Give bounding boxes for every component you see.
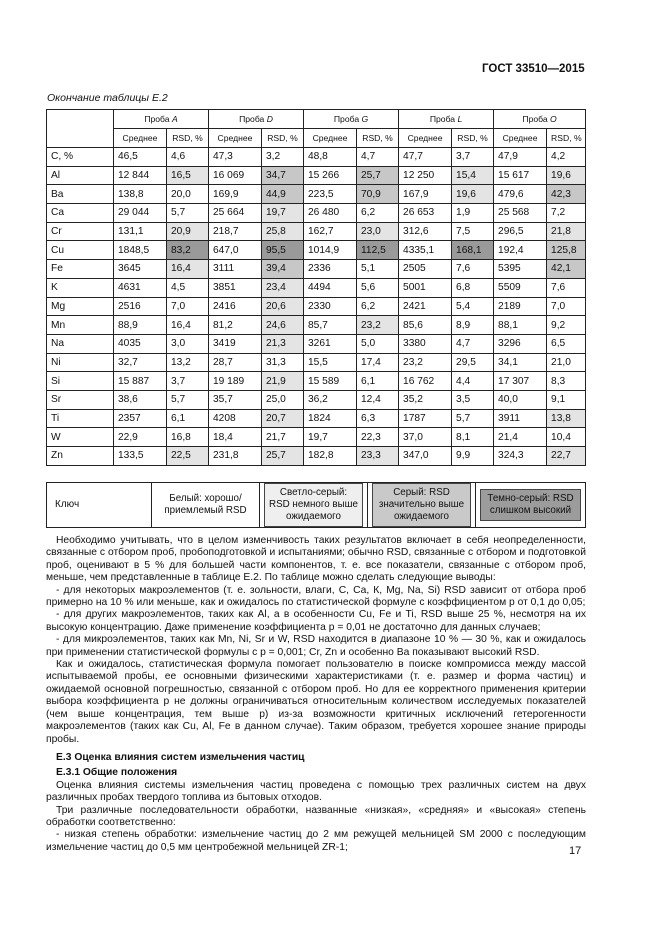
rsd-cell: 6,2 [357, 297, 399, 316]
rsd-cell: 17,4 [357, 353, 399, 372]
rsd-cell: 6,1 [357, 372, 399, 391]
mean-cell: 15 617 [494, 166, 547, 185]
mean-cell: 12 250 [399, 166, 452, 185]
mean-cell: 2189 [494, 297, 547, 316]
table-row [47, 185, 586, 204]
mean-cell: 182,8 [304, 447, 357, 466]
mean-cell: 2330 [304, 297, 357, 316]
rsd-cell: 16,4 [167, 260, 209, 279]
mean-cell: 2421 [399, 297, 452, 316]
mean-cell: 46,5 [114, 148, 167, 167]
element-cell: Ti [47, 409, 114, 428]
mean-cell: 4631 [114, 278, 167, 297]
mean-cell: 2357 [114, 409, 167, 428]
mean-header: Среднее [494, 129, 547, 148]
table-row [47, 166, 586, 185]
mean-cell: 21,4 [494, 428, 547, 447]
element-cell: Mg [47, 297, 114, 316]
rsd-cell: 6,3 [357, 409, 399, 428]
mean-cell: 28,7 [209, 353, 262, 372]
paragraph: Как и ожидалось, статистическая формула помогает пользователю в поиске компромисса между массой испытываемой пробы, ее основными физическими характеристиками (т. е. размер и форма частиц) и ожидаемой основной погрешностью, связанной с отбором проб. Но для ее корректного применения критерии выбора коэффициента р не должны ограничиваться относительным количеством исследуемых показателей (чем выше концентрация, тем выше р) из-за возможности критичных исключений гетерогенности макроэлементов (таких как Cu, Al, Fe в данном случае). Таким образом, требуется хорошее знание природы пробы. [46, 659, 586, 745]
mean-cell: 47,7 [399, 148, 452, 167]
mean-cell: 479,6 [494, 185, 547, 204]
paragraph: Три различные последовательности обработки, названные «низкая», «средняя» и «высокая» степень обработки соответственно: [46, 804, 586, 828]
rsd-cell: 25,8 [262, 222, 304, 241]
rsd-cell: 6,2 [357, 204, 399, 223]
table-row [47, 148, 586, 167]
table-row [47, 316, 586, 335]
mean-cell: 85,6 [399, 316, 452, 335]
legend-light-label: Светло-серый: RSD немного выше ожидаемого [264, 483, 363, 527]
rsd-cell: 7,6 [547, 278, 586, 297]
table-row [47, 297, 586, 316]
element-cell: Ca [47, 204, 114, 223]
mean-cell: 37,0 [399, 428, 452, 447]
element-cell: W [47, 428, 114, 447]
mean-cell: 15 887 [114, 372, 167, 391]
rsd-cell: 20,7 [262, 409, 304, 428]
rsd-cell: 25,7 [262, 447, 304, 466]
sample-header: Проба L [399, 110, 494, 129]
rsd-cell: 22,3 [357, 428, 399, 447]
rsd-cell: 42,3 [547, 185, 586, 204]
mean-cell: 218,7 [209, 222, 262, 241]
legend-dark-label: Темно-серый: RSD слишком высокий [480, 489, 581, 521]
rsd-cell: 23,0 [357, 222, 399, 241]
mean-cell: 32,7 [114, 353, 167, 372]
mean-cell: 85,7 [304, 316, 357, 335]
mean-cell: 347,0 [399, 447, 452, 466]
rsd-cell: 24,6 [262, 316, 304, 335]
rsd-cell: 6,8 [452, 278, 494, 297]
mean-cell: 3851 [209, 278, 262, 297]
element-cell: C, % [47, 148, 114, 167]
element-cell: Cr [47, 222, 114, 241]
rsd-cell: 34,7 [262, 166, 304, 185]
table-row [47, 390, 586, 409]
rsd-cell: 25,0 [262, 390, 304, 409]
mean-cell: 29 044 [114, 204, 167, 223]
mean-cell: 3380 [399, 334, 452, 353]
mean-cell: 26 480 [304, 204, 357, 223]
table-row [47, 409, 586, 428]
rsd-cell: 15,4 [452, 166, 494, 185]
mean-cell: 4208 [209, 409, 262, 428]
mean-cell: 647,0 [209, 241, 262, 260]
element-cell: K [47, 278, 114, 297]
rsd-cell: 3,7 [167, 372, 209, 391]
mean-cell: 48,8 [304, 148, 357, 167]
table-row [47, 278, 586, 297]
rsd-cell: 7,0 [547, 297, 586, 316]
rsd-cell: 70,9 [357, 185, 399, 204]
rsd-header: RSD, % [452, 129, 494, 148]
table-row [47, 204, 586, 223]
rsd-cell: 5,7 [452, 409, 494, 428]
element-cell: Fe [47, 260, 114, 279]
mean-cell: 15 589 [304, 372, 357, 391]
rsd-cell: 83,2 [167, 241, 209, 260]
mean-cell: 2336 [304, 260, 357, 279]
rsd-cell: 16,8 [167, 428, 209, 447]
rsd-header: RSD, % [357, 129, 399, 148]
mean-header: Среднее [304, 129, 357, 148]
rsd-cell: 22,7 [547, 447, 586, 466]
rsd-cell: 7,6 [452, 260, 494, 279]
mean-cell: 3111 [209, 260, 262, 279]
rsd-cell: 4,7 [452, 334, 494, 353]
mean-header: Среднее [399, 129, 452, 148]
body-text [46, 535, 586, 854]
page-number: 17 [569, 845, 582, 857]
section-heading: Е.3 Оценка влияния систем измельчения частиц [56, 751, 305, 763]
mean-cell: 312,6 [399, 222, 452, 241]
mean-cell: 12 844 [114, 166, 167, 185]
element-cell: Al [47, 166, 114, 185]
rsd-cell: 9,1 [547, 390, 586, 409]
legend-table [46, 482, 586, 528]
subsection-heading: Е.3.1 Общие положения [56, 767, 178, 779]
rsd-cell: 42,1 [547, 260, 586, 279]
mean-cell: 23,2 [399, 353, 452, 372]
sample-header: Проба O [494, 110, 586, 129]
standard-number: ГОСТ 33510—2015 [482, 63, 585, 75]
table-row [47, 353, 586, 372]
rsd-cell: 6,1 [167, 409, 209, 428]
mean-cell: 2505 [399, 260, 452, 279]
rsd-cell: 7,0 [167, 297, 209, 316]
table-caption: Окончание таблицы Е.2 [47, 92, 168, 104]
rsd-cell: 5,1 [357, 260, 399, 279]
mean-cell: 15,5 [304, 353, 357, 372]
mean-cell: 3419 [209, 334, 262, 353]
legend-white-label: Белый: хорошо/ приемлемый RSD [164, 493, 247, 516]
legend-gray-label: Серый: RSD значительно выше ожидаемого [372, 483, 471, 527]
rsd-cell: 31,3 [262, 353, 304, 372]
element-cell: Mn [47, 316, 114, 335]
rsd-cell: 12,4 [357, 390, 399, 409]
header-corner [47, 110, 114, 148]
rsd-cell: 44,9 [262, 185, 304, 204]
element-cell: Zn [47, 447, 114, 466]
mean-cell: 88,1 [494, 316, 547, 335]
rsd-header: RSD, % [262, 129, 304, 148]
mean-cell: 133,5 [114, 447, 167, 466]
rsd-cell: 95,5 [262, 241, 304, 260]
rsd-cell: 29,5 [452, 353, 494, 372]
rsd-cell: 6,5 [547, 334, 586, 353]
subheader-row [47, 129, 586, 148]
rsd-cell: 20,6 [262, 297, 304, 316]
mean-cell: 162,7 [304, 222, 357, 241]
element-cell: Sr [47, 390, 114, 409]
rsd-cell: 4,2 [547, 148, 586, 167]
mean-cell: 169,9 [209, 185, 262, 204]
mean-cell: 38,6 [114, 390, 167, 409]
rsd-cell: 10,4 [547, 428, 586, 447]
paragraph: - для микроэлементов, таких как Mn, Ni, Sr и W, RSD находится в диапазоне 10 % — 30 %, как и ожидалось при применении статистической формулы с р = 0,001; Cr, Zn и особенно Ва показывают высокий RSD. [46, 634, 586, 658]
table-body [47, 110, 586, 466]
paragraph: - низкая степень обработки: измельчение частиц до 2 мм режущей мельницей SM 2000 с последующим измельчение частиц до 0,5 мм центробежной мельницей ZR-1; [46, 829, 586, 853]
rsd-cell: 21,7 [262, 428, 304, 447]
rsd-cell: 16,4 [167, 316, 209, 335]
mean-cell: 4494 [304, 278, 357, 297]
rsd-cell: 5,4 [452, 297, 494, 316]
rsd-cell: 13,2 [167, 353, 209, 372]
rsd-cell: 23,3 [357, 447, 399, 466]
table-row [47, 372, 586, 391]
sample-header: Проба A [114, 110, 209, 129]
mean-cell: 131,1 [114, 222, 167, 241]
rsd-cell: 8,9 [452, 316, 494, 335]
legend-title: Ключ [47, 483, 152, 528]
rsd-cell: 3,7 [452, 148, 494, 167]
header-row [47, 110, 586, 129]
rsd-cell: 112,5 [357, 241, 399, 260]
mean-cell: 223,5 [304, 185, 357, 204]
element-cell: Ni [47, 353, 114, 372]
mean-cell: 2416 [209, 297, 262, 316]
mean-cell: 36,2 [304, 390, 357, 409]
mean-cell: 19 189 [209, 372, 262, 391]
table-row [47, 334, 586, 353]
legend-dark [476, 483, 586, 528]
rsd-cell: 3,5 [452, 390, 494, 409]
rsd-cell: 39,4 [262, 260, 304, 279]
table-row [47, 241, 586, 260]
mean-cell: 34,1 [494, 353, 547, 372]
element-cell: Na [47, 334, 114, 353]
mean-cell: 19,7 [304, 428, 357, 447]
rsd-cell: 5,0 [357, 334, 399, 353]
rsd-header: RSD, % [167, 129, 209, 148]
mean-header: Среднее [114, 129, 167, 148]
mean-cell: 25 568 [494, 204, 547, 223]
rsd-cell: 23,2 [357, 316, 399, 335]
mean-cell: 231,8 [209, 447, 262, 466]
rsd-cell: 7,5 [452, 222, 494, 241]
rsd-cell: 8,3 [547, 372, 586, 391]
mean-cell: 3645 [114, 260, 167, 279]
rsd-cell: 168,1 [452, 241, 494, 260]
mean-cell: 4335,1 [399, 241, 452, 260]
rsd-cell: 9,9 [452, 447, 494, 466]
mean-cell: 16 762 [399, 372, 452, 391]
mean-cell: 16 069 [209, 166, 262, 185]
table-row [47, 222, 586, 241]
rsd-cell: 20,0 [167, 185, 209, 204]
mean-cell: 40,0 [494, 390, 547, 409]
table-row [47, 447, 586, 466]
rsd-cell: 21,8 [547, 222, 586, 241]
rsd-cell: 5,7 [167, 390, 209, 409]
mean-cell: 25 664 [209, 204, 262, 223]
legend-white [152, 483, 260, 528]
rsd-cell: 5,7 [167, 204, 209, 223]
mean-cell: 192,4 [494, 241, 547, 260]
table-row [47, 260, 586, 279]
mean-cell: 296,5 [494, 222, 547, 241]
rsd-cell: 25,7 [357, 166, 399, 185]
rsd-cell: 20,9 [167, 222, 209, 241]
element-cell: Ba [47, 185, 114, 204]
rsd-cell: 4,4 [452, 372, 494, 391]
mean-cell: 22,9 [114, 428, 167, 447]
rsd-cell: 21,0 [547, 353, 586, 372]
mean-cell: 324,3 [494, 447, 547, 466]
rsd-cell: 8,1 [452, 428, 494, 447]
mean-cell: 35,2 [399, 390, 452, 409]
mean-cell: 1014,9 [304, 241, 357, 260]
mean-cell: 17 307 [494, 372, 547, 391]
rsd-cell: 4,6 [167, 148, 209, 167]
mean-cell: 18,4 [209, 428, 262, 447]
mean-cell: 47,9 [494, 148, 547, 167]
element-cell: Si [47, 372, 114, 391]
sample-header: Проба G [304, 110, 399, 129]
mean-cell: 35,7 [209, 390, 262, 409]
paragraph: Необходимо учитывать, что в целом изменчивость таких результатов включает в себя неопределенности, связанные с отбором проб, пробоподготовкой и испытаниями; обычно RSD, связанные с отбором и подготовкой проб, оценивают в 5 % для большей части компонентов, т. е. все показатели, связанные с отбором проб, меньше, чем представленные в таблице Е.2. По таблице можно сделать следующие выводы: [46, 535, 586, 584]
rsd-cell: 5,6 [357, 278, 399, 297]
rsd-header: RSD, % [547, 129, 586, 148]
rsd-cell: 3,2 [262, 148, 304, 167]
rsd-cell: 19,6 [452, 185, 494, 204]
rsd-cell: 4,5 [167, 278, 209, 297]
rsd-cell: 9,2 [547, 316, 586, 335]
mean-cell: 81,2 [209, 316, 262, 335]
mean-cell: 2516 [114, 297, 167, 316]
mean-cell: 3911 [494, 409, 547, 428]
rsd-cell: 21,9 [262, 372, 304, 391]
mean-cell: 3261 [304, 334, 357, 353]
rsd-cell: 7,2 [547, 204, 586, 223]
mean-header: Среднее [209, 129, 262, 148]
mean-cell: 47,3 [209, 148, 262, 167]
rsd-cell: 19,7 [262, 204, 304, 223]
mean-cell: 26 653 [399, 204, 452, 223]
rsd-cell: 13,8 [547, 409, 586, 428]
paragraph: - для других макроэлементов, таких как Al, а в особенности Cu, Fe и Ti, RSD выше 25 %, несмотря на их высокую концентрацию. Даже применение коэффициента р = 0,01 не достаточно для данных случаев; [46, 609, 586, 633]
mean-cell: 5509 [494, 278, 547, 297]
mean-cell: 5001 [399, 278, 452, 297]
mean-cell: 167,9 [399, 185, 452, 204]
rsd-cell: 125,8 [547, 241, 586, 260]
legend-gray [368, 483, 476, 528]
element-cell: Cu [47, 241, 114, 260]
table-row [47, 428, 586, 447]
mean-cell: 88,9 [114, 316, 167, 335]
rsd-cell: 16,5 [167, 166, 209, 185]
paragraph: - для некоторых макроэлементов (т. е. зольности, влаги, С, Са, К, Mg, Na, Si) RSD зависит от отбора проб примерно на 10 % или меньше, как и ожидалось по статистической формуле с коэффициентом р от 0,1 до 0,05; [46, 584, 586, 609]
rsd-cell: 4,7 [357, 148, 399, 167]
rsd-cell: 1,9 [452, 204, 494, 223]
sample-header: Проба D [209, 110, 304, 129]
rsd-cell: 21,3 [262, 334, 304, 353]
rsd-cell: 19,6 [547, 166, 586, 185]
mean-cell: 3296 [494, 334, 547, 353]
mean-cell: 1824 [304, 409, 357, 428]
paragraph: Оценка влияния системы измельчения частиц проведена с помощью трех различных систем на двух различных пробах твердого топлива из бытовых отходов. [46, 779, 586, 804]
mean-cell: 1848,5 [114, 241, 167, 260]
mean-cell: 15 266 [304, 166, 357, 185]
mean-cell: 1787 [399, 409, 452, 428]
rsd-cell: 22,5 [167, 447, 209, 466]
mean-cell: 138,8 [114, 185, 167, 204]
results-table [46, 109, 586, 466]
mean-cell: 4035 [114, 334, 167, 353]
legend-light [260, 483, 368, 528]
rsd-cell: 23,4 [262, 278, 304, 297]
rsd-cell: 3,0 [167, 334, 209, 353]
mean-cell: 5395 [494, 260, 547, 279]
